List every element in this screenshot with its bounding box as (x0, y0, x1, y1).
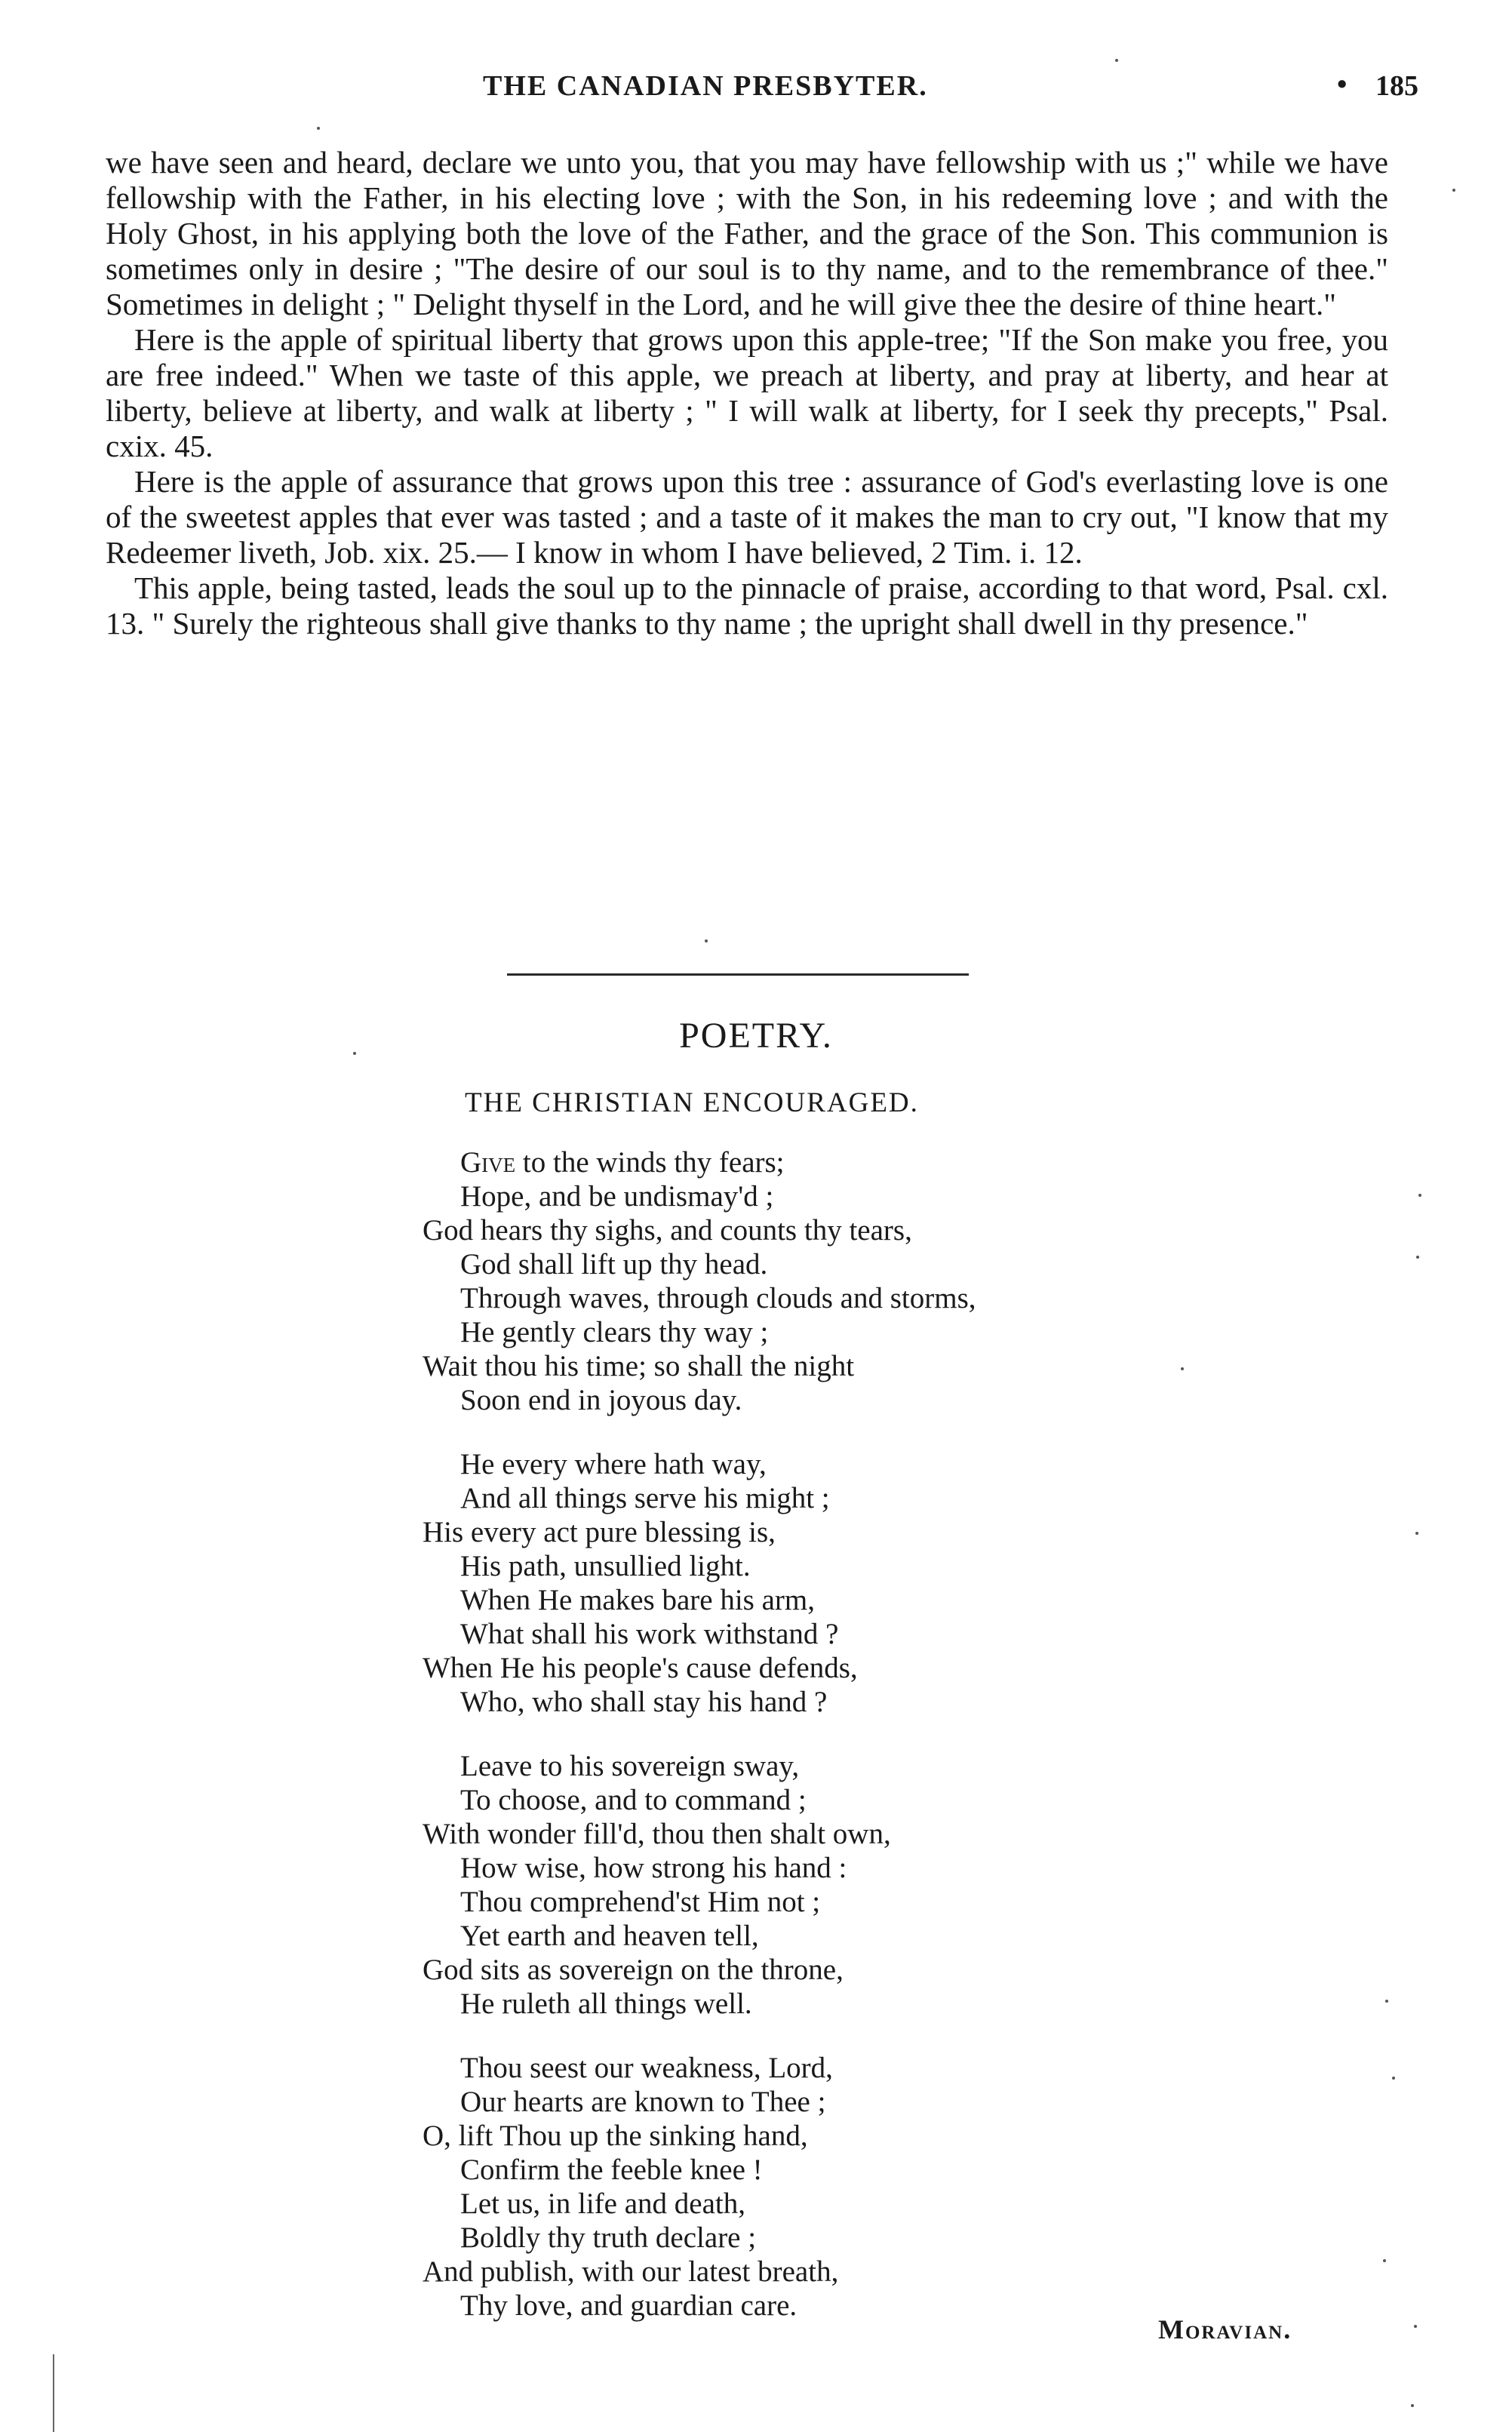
poem-line: Boldly thy truth declare ; (460, 2221, 757, 2254)
poem-line: Yet earth and heaven tell, (460, 1920, 759, 1952)
poem-title: THE CHRISTIAN ENCOURAGED. (465, 1087, 919, 1118)
poem-line: Let us, in life and death, (460, 2188, 745, 2220)
poem-line: God sits as sovereign on the throne, (423, 1954, 844, 1986)
poem-line: Soon end in joyous day. (460, 1384, 742, 1416)
scan-speck (1181, 1367, 1184, 1370)
scan-speck (1383, 2259, 1386, 2262)
section-title: POETRY. (679, 1016, 833, 1056)
poem-line: To choose, and to command ; (460, 1784, 807, 1816)
scan-speck (317, 127, 320, 130)
poem-line: When He makes bare his arm, (460, 1584, 815, 1616)
scan-speck (1416, 1256, 1419, 1259)
poem (423, 1145, 1252, 2353)
prose-section (106, 145, 1388, 641)
poem-line: Thou comprehend'st Him not ; (460, 1886, 821, 1918)
poem-line: He gently clears thy way ; (460, 1316, 769, 1348)
stanza-4 (423, 2051, 1252, 2323)
poem-line: What shall his work withstand ? (460, 1618, 839, 1650)
scan-speck (1392, 2077, 1395, 2080)
poem-line: He ruleth all things well. (460, 1988, 752, 2020)
poem-line: Who, who shall stay his hand ? (460, 1686, 828, 1718)
prose-paragraph-4: This apple, being tasted, leads the soul up to the pinnacle of praise, according to that word, Psal. cxl. 13. " Surely the righteous shall give thanks to thy name ; the upright shall dwell in thy presence." (106, 570, 1388, 641)
section-divider (507, 973, 969, 976)
poem-line: O, lift Thou up the sinking hand, (423, 2120, 808, 2152)
stanza-2 (423, 1447, 1252, 1719)
poem-line-text: to the winds thy fears; (522, 1146, 785, 1179)
poem-line: God hears thy sighs, and counts thy tears, (423, 1214, 912, 1247)
poem-line: And publish, with our latest breath, (423, 2255, 839, 2288)
prose-paragraph-2: Here is the apple of spiritual liberty that grows upon this apple-tree; "If the Son make you free, you are free indeed." When we taste of this apple, we preach at liberty, and pray at liberty, and hear at liberty, believe at liberty, and walk at liberty ; " I will walk at liberty, for I seek thy precepts," Psal. cxix. 45. (106, 322, 1388, 463)
poem-line: Hope, and be undismay'd ; (460, 1180, 774, 1213)
scan-speck (1414, 2325, 1417, 2328)
poem-line: He every where hath way, (460, 1448, 767, 1480)
poem-line: Thy love, and guardian care. (460, 2289, 797, 2322)
poem-line: With wonder fill'd, thou then shalt own, (423, 1818, 891, 1850)
running-title: THE CANADIAN PRESBYTER. (483, 70, 928, 102)
prose-paragraph-3: Here is the apple of assurance that grows upon this tree : assurance of God's everlasting love is one of the sweetest apples that ever was tasted ; and a taste of it makes the man to cry out, "I know that my Redeemer liveth, Job. xix. 25.— I know in whom I have believed, 2 Tim. i. 12. (106, 464, 1388, 570)
poem-line: Confirm the feeble knee ! (460, 2154, 763, 2186)
poem-line (423, 1145, 1252, 1179)
poem-line: Thou seest our weakness, Lord, (460, 2052, 833, 2084)
scan-speck (1411, 2404, 1414, 2407)
poem-line: Through waves, through clouds and storms, (460, 1282, 976, 1314)
poem-line: His path, unsullied light. (460, 1550, 751, 1582)
poem-line: How wise, how strong his hand : (460, 1852, 847, 1884)
stanza-1 (423, 1145, 1252, 1417)
poem-line: God shall lift up thy head. (460, 1248, 768, 1281)
poem-first-word: Give (460, 1146, 516, 1179)
scan-speck (705, 939, 708, 942)
running-head-dot: • (1337, 69, 1348, 100)
stanza-3 (423, 1749, 1252, 2021)
page-number: 185 (1375, 70, 1418, 102)
poem-attribution: Moravian. (1158, 2314, 1292, 2344)
scan-speck (1415, 1532, 1418, 1535)
poem-line: And all things serve his might ; (460, 1482, 830, 1514)
running-head (106, 69, 1418, 115)
scan-speck (1418, 1194, 1421, 1197)
poem-line: Our hearts are known to Thee ; (460, 2086, 826, 2118)
poem-line: Wait thou his time; so shall the night (423, 1350, 855, 1382)
scan-speck (1115, 59, 1118, 62)
scan-speck (1385, 2000, 1388, 2003)
poem-line: His every act pure blessing is, (423, 1516, 776, 1548)
poem-line: Leave to his sovereign sway, (460, 1750, 800, 1782)
poem-line: When He his people's cause defends, (423, 1652, 858, 1684)
scan-speck (1452, 189, 1455, 192)
prose-paragraph-1: we have seen and heard, declare we unto you, that you may have fellowship with us ;" while we have fellowship with the Father, in his electing love ; with the Son, in his redeeming love ; and with the Holy Ghost, in his applying both the love of the Father, and the grace of the Son. This communion is sometimes only in desire ; "The desire of our soul is to thy name, and to the remembrance of thee." Sometimes in delight ; " Delight thyself in the Lord, and he will give thee the desire of thine heart." (106, 145, 1388, 321)
scan-edge-line (53, 2354, 54, 2432)
scan-speck (353, 1052, 356, 1055)
